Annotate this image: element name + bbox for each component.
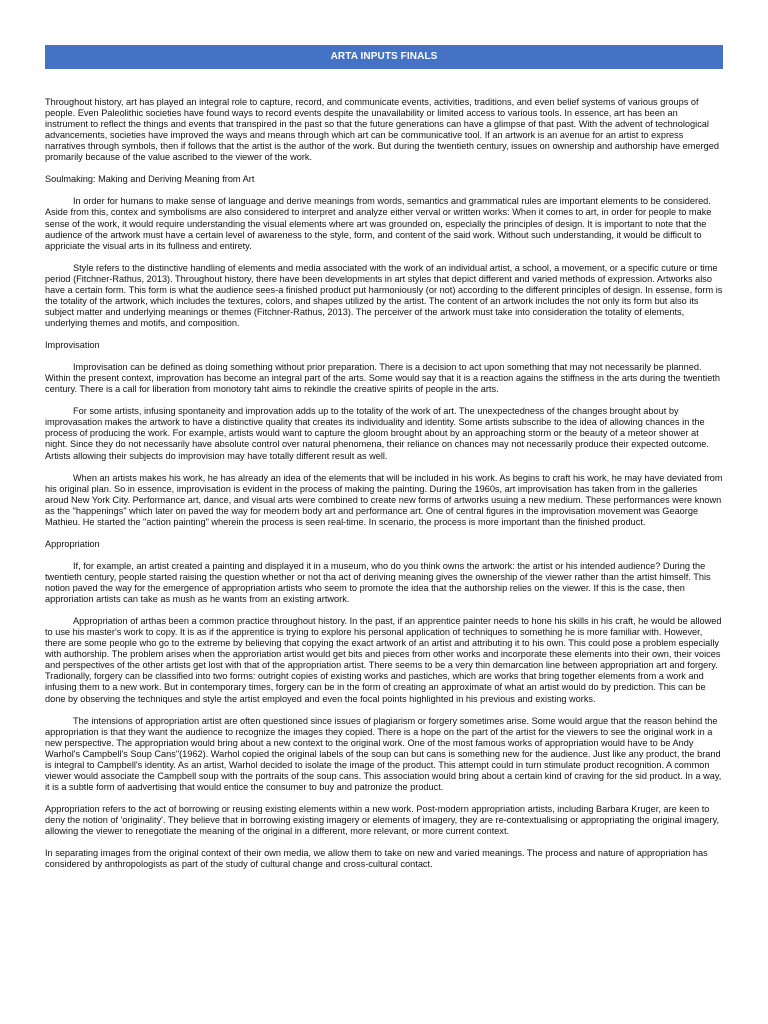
paragraph: If, for example, an artist created a painting and displayed it in a museum, who do you think owns the artwork: the artist or his intended audience? During the twentieth century, people started raising the question whether or not tha act of deriving meaning gives the ownership of the viewer rather than the artist himself. This notion paved the way for the emergence of appropriation artists who seem to promote the idea that the authorship relies on the viewer. If this is the case, then approriation artists can take as mush as he wants from an existing artwork. <box>45 560 711 605</box>
paragraph: In order for humans to make sense of language and derive meanings from words, semantics and grammatical rules are important elements to be considered. Aside from this, contex and symbolisms are also considered to interpret and analyze either verval or written works: When it comes to art, in order for people to make sense of the work, it would require understanding the visual elements where art was grounded on, especially the principles of design. It is important to note that the audience of the artwork must have a certain level of awareness to the style, form, and content of the said work. Without such understanding, it would be difficult to appriciate the visual arts in its fullness and entirety. <box>45 196 712 251</box>
paragraph: For some artists, infusing spontaneity and improvation adds up to the totality of the work of art. The unexpectedness of the changes brought about by improvasation makes the artwork to have a distinctive quality that creates its individuality and identity. Some artists subscribe to the idea of allowing chances in the process of producing the work. For example, artists would want to capture the gloom brought about by an approaching storm or the beauty of a meteor shower at night. Since they do not necessarily have absolute control over natural phenomena, their reliance on chances may not necessarily produce their expected outcome. Artists allowing their subjects do improvision may have totally different result as well. <box>45 406 709 461</box>
section-heading-soulmaking: Soulmaking: Making and Deriving Meaning from Art <box>45 174 255 185</box>
paragraph: Improvisation can be defined as doing something without prior preparation. There is a decision to act upon something that may not necessarily be planned. Within the present context, improvation has become an integral part of the arts. Some would say that it is a reaction agains the stiffness in the arts during the twentieth century. There is a call for liberation from monotory taht aims to rekindle the creative spirits of people in the arts. <box>45 362 720 395</box>
paragraph: The intensions of appropriation artist are often questioned since issues of plagiarism or forgery sometimes arise. Some would argue that the reason behind the appropriation is that they want the audience to recognize the images they copied. There is a hope on the part of the artist for the viewers to see the original work in a new perspective. The appropriation would bring about a new context to the original work. One of the most famous works of appropriation would have to be Andy Warhol's Campbell's Soup Cans"(1962). Warhol copied the original labels of the soup can but cans is something new for the audience. Just like any product, the brand is integral to Campbell's identity. As an artist, Warhol decided to isolate the image of the product. This attempt could in turn stimulate product recognition. A common viewer would associate the Campbell soup with the portraits of the soup cans. This association would bring about a certain kind of craving for the sid product. In a way, it is a subtle form of aadvertising that would entice the consumer to buy and patronize the product. <box>45 715 722 792</box>
section-heading-appropriation: Appropriation <box>45 538 100 549</box>
paragraph: When an artists makes his work, he has already an idea of the elements that will be included in his work. As begins to craft his work, he may have deviated from his original plan. So in essence, improvisation is evident in the process of making the painting. During the 1960s, art improvisation has taken from in the galleries aroud New York City. Performance art, dance, and visual arts were combined to create new forms of artworks usuing a new medium. These performances were known as the "happenings" which later on paved the way for meodern body art and performance art. One of central figures in the improvisation movement was Geaorge Mathieu. He started the "action painting" wherein the process is seen real-time. In scenario, the process is more important than the finished product. <box>45 472 723 527</box>
paragraph: In separating images from the original context of their own media, we allow them to take on new and varied meanings. The process and nature of appropriation has considered by anthropologists as part of the study of cultural change and cross-cultural contact. <box>45 848 708 870</box>
paragraph: Appropriation of arthas been a common practice throughout history. In the past, if an apprentice painter needs to hone his skills in his craft, he would be allowed to use his master's work to copy. It is as if the apprentice is trying to explore his personal application of techniques to something he is more familiar with. However, there are some people who go to the extreme by believing that copying the exact artwork of an artist and attributing it to his own. This could pose a problem especially with authorship. The problem arises when the approriation artist would get bits and pieces from other works and incorporate these elements into their own, their voices and perspectives of the other artists get lost with that of the appropriation artist. There seems to be a very thin demarcation line between appropriation art and forgery. Tradionally, forgery can be classified into two forms: outright copies of existing works and pastiches, which are works that bring together elements from a work and infusing them to a new work. But in contemporary times, forgery can be in the form of creating an approximate of what an artist would do by prediction. This can be done by observing the techniques and style the artist employed and even the focal points highlighted in his previous and existing works. <box>45 616 722 704</box>
paragraph: Style refers to the distinctive handling of elements and media associated with the work of an individual artist, a school, a movement, or a specific cuture or time period (Fitchner-Rathus, 2013). Throughout history, there have been developments in art styles that depict different and varied methods of expression. Artworks also have a certain form. This form is what the audience sees-a finished product put harmoniously (or not) according to the different principles of design. In essense, form is the totality of the artwork, which includes the textures, colors, and shapes utilized by the artist. The content of an artwork includes the not only its form but also its subject matter and underlying meanings or themes (Fitchner-Rathus, 2013). The perceiver of the artwork must take into consideration the totality of elements, underlying themes and motifs, and composition. <box>45 262 723 328</box>
document-title: ARTA INPUTS FINALS <box>45 45 723 69</box>
section-heading-improvisation: Improvisation <box>45 340 100 351</box>
intro-paragraph: Throughout history, art has played an integral role to capture, record, and communicate events, activities, traditions, and even belief systems of various groups of people. Even Paleolithic societies have found ways to record events despite the unavailability or limited access to various tools. In essence, art has been an instrument to reflect the things and events that transpired in the past so that the future generations can have a glimpse of that past. With the advent of technological advancements, societies have improved the ways and means through which art can be communicative tool. If an artwork is an avenue for an artist to express narratives through symbols, then if follows that the artist is the author of the work. But during the twentieth century, issues on ownership and authorship have emerged promarily because of the value ascribed to the viewer of the work. <box>45 97 719 163</box>
paragraph: Appropriation refers to the act of borrowing or reusing existing elements within a new work. Post-modern appropriation artists, including Barbara Kruger, are keen to deny the notion of 'originality'. They believe that in borrowing existing imagery or elements of imagery, they are re-contextualising or appropriating the original imagery, allowing the viewer to renegotiate the meaning of the original in a different, more relevant, or more current context. <box>45 804 720 837</box>
document-body <box>45 97 723 881</box>
